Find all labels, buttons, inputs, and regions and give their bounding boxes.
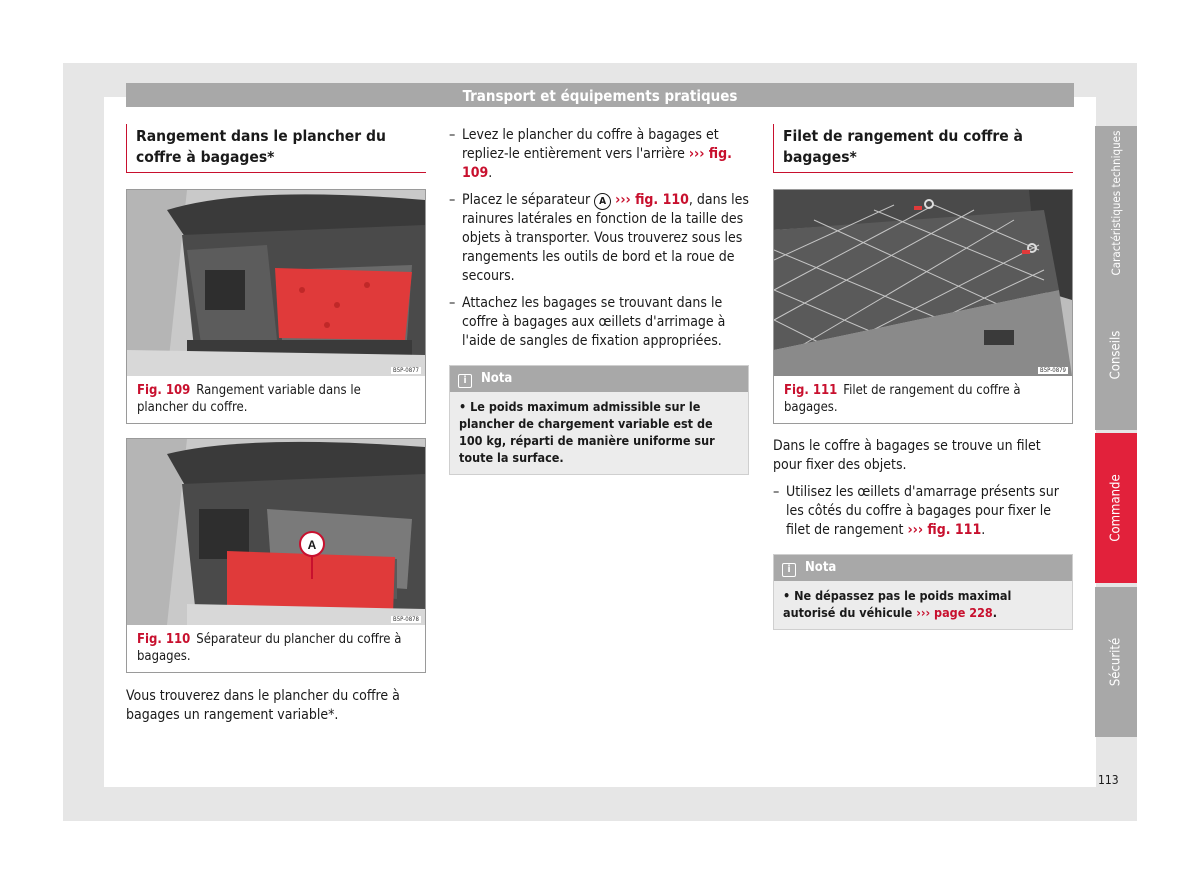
side-tab-technical-specs[interactable]: Caractéristiques techniques [1095,126,1137,280]
column-left [126,124,426,725]
instruction-step: – Placez le séparateur A ››› fig. 110, dans les rainures latérales en fonction de la taille des objets à transporter. Vous trouverez sous les rangements les outils de bord et la roue de secours. [449,192,749,284]
page-reference-link[interactable]: ››› page 228 [916,605,993,620]
figure-111 [773,189,1073,424]
callout-a: A [307,538,317,552]
figure-111-image [774,190,1072,376]
figure-code: B5P-0878 [393,616,419,623]
note-box [449,365,749,475]
figure-110-caption: Fig. 110 Séparateur du plancher du coffre à bagages. [137,632,402,664]
figure-reference-link[interactable]: ››› fig. 110 [615,192,689,208]
section-title-luggage-net: Filet de rangement du coffre à bagages* [773,124,1073,173]
figure-111-caption: Fig. 111 Filet de rangement du coffre à bagages. [784,383,1021,415]
callout-a-marker: A [594,193,611,210]
section-title-floor-storage: Rangement dans le plancher du coffre à bagages* [126,124,426,173]
figure-reference-link[interactable]: ››› fig. 111 [907,522,982,538]
note-box [773,554,1073,630]
figure-109 [126,189,426,424]
chapter-header: Transport et équipements pratiques [126,83,1074,107]
page-number: 113 [1098,773,1119,787]
figure-110 [126,438,426,673]
figure-code: B5P-0879 [1040,367,1066,374]
column-right [773,124,1073,630]
side-tab-controls[interactable]: Commande [1095,433,1137,583]
paragraph-floor-storage: Vous trouverez dans le plancher du coffre à bagages un rangement variable*. [126,688,400,723]
figure-109-caption: Fig. 109 Rangement variable dans le plancher du coffre. [137,383,361,415]
instruction-step: – Attachez les bagages se trouvant dans le coffre à bagages aux œillets d'arrimage à l'aide de sangles de fixation appropriées. [449,295,726,349]
side-tab-safety[interactable]: Sécurité [1095,587,1137,737]
figure-reference-link[interactable]: ››› fig. 109 [462,146,732,181]
paragraph-net: Dans le coffre à bagages se trouve un filet pour fixer des objets. [773,438,1041,473]
figure-109-image [127,190,425,376]
info-icon: i [782,563,796,577]
column-middle [449,126,749,475]
note-text: • Le poids maximum admissible sur le plancher de chargement variable est de 100 kg, réparti de manière uniforme sur toute la surface. [459,399,715,465]
note-header: i Nota [450,366,748,392]
instruction-step: – Levez le plancher du coffre à bagages et repliez-le entièrement vers l'arrière ››› fig. 109. [449,127,732,181]
note-header: i Nota [774,555,1072,581]
figure-code: B5P-0877 [393,367,419,374]
figure-110-image [127,439,425,625]
side-tab-advice[interactable]: Conseils [1095,280,1137,430]
info-icon: i [458,374,472,388]
note-text: • Ne dépassez pas le poids maximal autorisé du véhicule ››› page 228. [783,588,1012,620]
instruction-step: – Utilisez les œillets d'amarrage présents sur les côtés du coffre à bagages pour fixer le filet de rangement ››› fig. 111. [773,484,1059,538]
